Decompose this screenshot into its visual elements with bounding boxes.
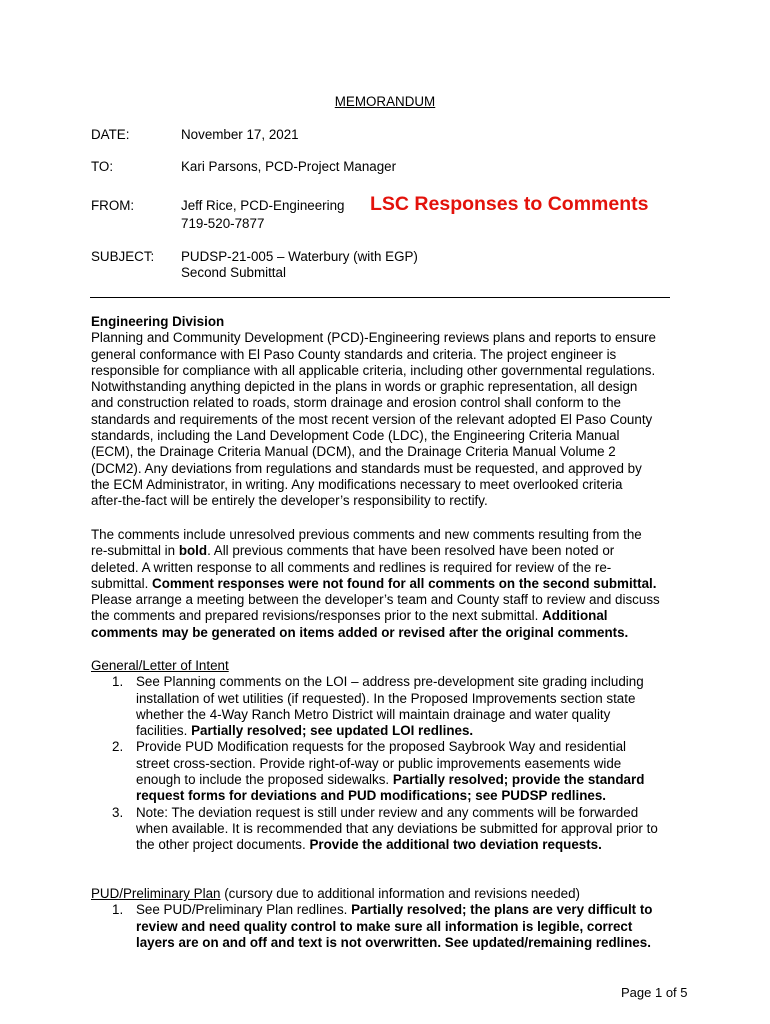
list-item: 3. Note: The deviation request is still under review and any comments will be forwarded when available. It is recommended that any deviations be submitted for approval prior to the other project documents. Provide the additional two deviation requests. [112, 804, 658, 853]
engineering-lines [91, 330, 691, 509]
to-value: Kari Parsons, PCD-Project Manager [181, 159, 397, 174]
page-number: Page 1 of 5 [621, 985, 688, 1000]
subject-label: SUBJECT: [91, 249, 155, 264]
comments-line: The comments include unresolved previous comments and new comments resulting from the [91, 527, 642, 542]
comments-line: submittal. Comment responses were not found for all comments on the second submittal. [91, 575, 657, 591]
to-label: TO: [91, 159, 114, 174]
engineering-line: and construction related to roads, storm drainage and erosion control shall conform to the [91, 395, 621, 411]
engineering-section [91, 314, 691, 510]
pud-heading: PUD/Preliminary Plan (cursory due to additional information and revisions needed) [91, 886, 581, 901]
comments-line: re-submittal in bold. All previous comments that have been resolved have been noted or [91, 543, 615, 559]
comments-line: deleted. A written response to all comments and redlines is required for review of the re- [91, 559, 612, 575]
engineering-heading: Engineering Division [91, 314, 225, 329]
engineering-line: general conformance with El Paso County standards and criteria. The project engineer is [91, 346, 617, 362]
subject-line-2: Second Submittal [181, 265, 286, 280]
date-value: November 17, 2021 [181, 127, 299, 142]
engineering-line: the ECM Administrator, in writing. Any modifications necessary to meet overlooked criteria [91, 476, 623, 492]
from-phone: 719-520-7877 [181, 216, 265, 231]
list-item: 2. Provide PUD Modification requests for the proposed Saybrook Way and residential street cross-section. Provide right-of-way or public improvements easements wide enough to include the proposed sidewalks. Partially resolved; provide the standard request forms for deviations and PUD modifications; see PUDSP redlines. [112, 739, 645, 804]
engineering-line: standards, including the Land Development Code (LDC), the Engineering Criteria Manual [91, 428, 620, 444]
engineering-line: (ECM), the Drainage Criteria Manual (DCM), and the Drainage Criteria Manual Volume 2 [91, 444, 616, 460]
from-value: Jeff Rice, PCD-Engineering [181, 198, 345, 213]
comments-paragraph [91, 527, 691, 641]
date-label: DATE: [91, 127, 130, 142]
general-heading: General/Letter of Intent [91, 658, 229, 673]
subject-line-1: PUDSP-21-005 – Waterbury (with EGP) [181, 249, 418, 264]
list-item: 1. See Planning comments on the LOI – address pre-development site grading including installation of wet utilities (if requested). In the Proposed Improvements section state whether the 4-Way Ranch Metro District will maintain drainage and water quality facilities. Partially resolved; see updated LOI redlines. [112, 674, 644, 739]
engineering-line: Notwithstanding anything depicted in the plans in words or graphic representation, all design [91, 379, 638, 395]
pud-section [91, 886, 691, 951]
engineering-line: (DCM2). Any deviations from regulations and standards must be requested, and approved by [91, 460, 642, 476]
comments-line: the comments and prepared revisions/responses prior to the next submittal. Additional [91, 608, 608, 624]
engineering-line: standards and requirements of the most recent version of the relevant adopted El Paso County [91, 411, 653, 427]
general-section [91, 658, 691, 854]
comments-line: comments may be generated on items added or revised after the original comments. [91, 624, 629, 640]
header-rule [90, 297, 670, 298]
engineering-line: Planning and Community Development (PCD)-Engineering reviews plans and reports to ensure [91, 330, 656, 346]
engineering-line: after-the-fact will be entirely the developer’s responsibility to rectify. [91, 493, 488, 509]
memo-title: MEMORANDUM [334, 94, 436, 109]
engineering-line: responsible for compliance with all applicable criteria, including other governmental regulations. [91, 362, 656, 378]
lsc-responses-banner: LSC Responses to Comments [370, 193, 649, 215]
comments-line: Please arrange a meeting between the developer’s team and County staff to review and discuss [91, 592, 660, 608]
from-label: FROM: [91, 198, 135, 213]
list-item: 1. See PUD/Preliminary Plan redlines. Partially resolved; the plans are very difficult to review and need quality control to make sure all information is legible, correct layers are on and off and text is not overwritten. See updated/remaining redlines. [112, 902, 653, 950]
